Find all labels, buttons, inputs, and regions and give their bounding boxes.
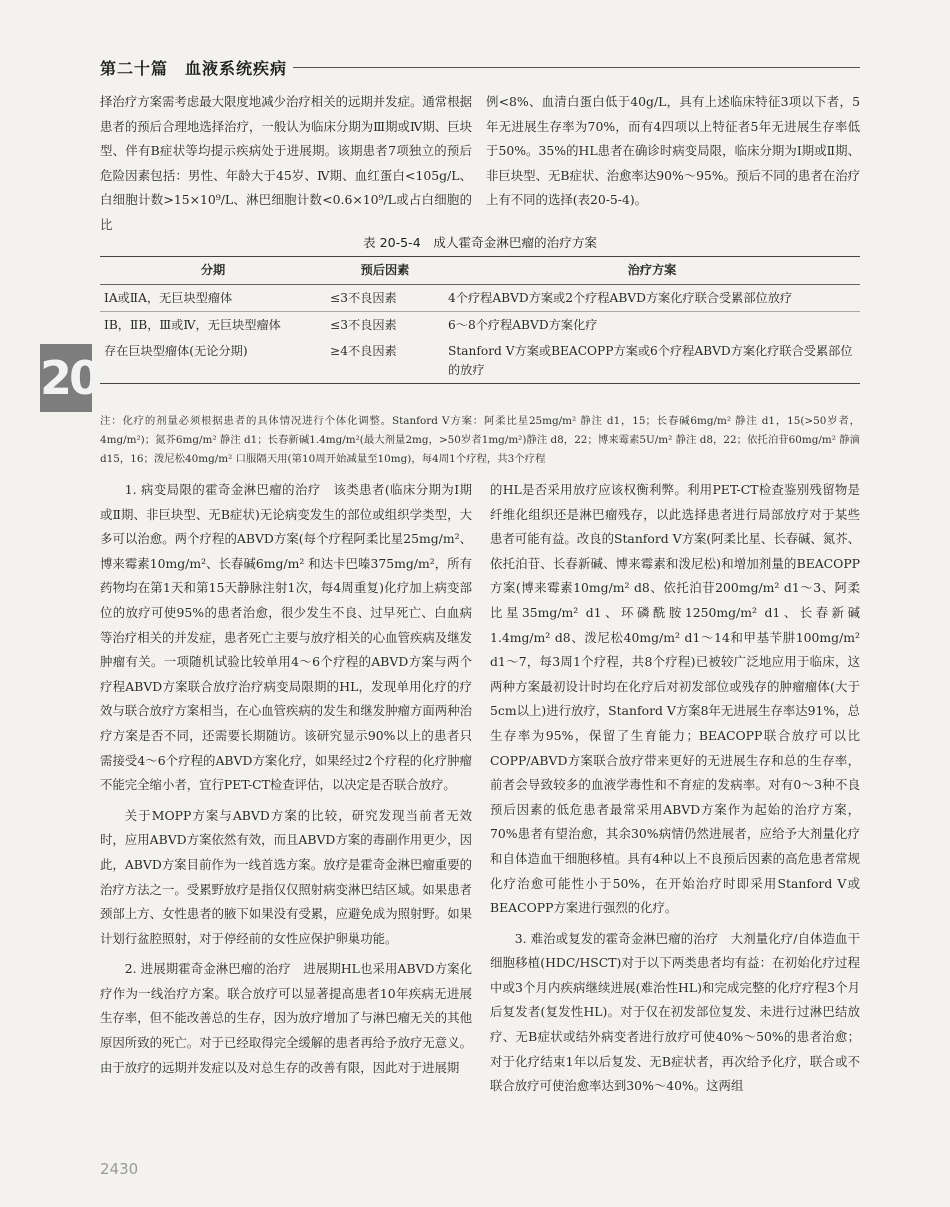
intro-right-paragraph: 例<8%、血清白蛋白低于40g/L，具有上述临床特征3项以下者，5年无进展生存率为70%，而有4四项以上特征者5年无进展生存率低于50%。35%的HL患者在确诊时病变局限，临床分期为Ⅰ期或Ⅱ期、非巨块型、无B症状、治愈率达90%～95%。预后不同的患者在治疗上有不同的选择(表20-5-4)。 <box>486 94 860 208</box>
intro-left-paragraph: 择治疗方案需考虑最大限度地减少治疗相关的远期并发症。通常根据患者的预后合理地选择治疗，一般认为临床分期为Ⅲ期或Ⅳ期、巨块型、伴有B症状等均提示疾病处于进展期。该期患者7项独立的预后危险因素包括：男性、年龄大于45岁、Ⅳ期、血红蛋白<105g/L、白细胞计数>15×10⁹/L、淋巴细胞计数<0.6×10⁹/L或占白细胞的比 <box>100 94 472 232</box>
running-header <box>100 56 860 78</box>
paragraph-refractory-treatment: 3. 难治或复发的霍奇金淋巴瘤的治疗 大剂量化疗/自体造血干细胞移植(HDC/HSCT)对于以下两类患者均有益：在初始化疗过程中或3个月内疾病继续进展(难治性HL)和完成完整的化疗疗程3个月后复发者(复发性HL)。对于仅在初发部位复发、未进行过淋巴结放疗、无B症状或结外病变者进行放疗可使40%～50%的患者治愈；对于化疗结束1年以后复发、无B症状者，再次给予化疗，联合或不联合放疗可使治愈率达到30%～40%。这两组 <box>490 930 860 1094</box>
cell-stage: 存在巨块型瘤体(无论分期) <box>100 338 326 384</box>
intro-right-column <box>486 90 860 213</box>
section-title: 第二十篇 血液系统疾病 <box>100 58 288 78</box>
cell-prognosis: ≥4不良因素 <box>326 338 444 384</box>
table-row <box>100 338 860 384</box>
body-right-column <box>490 478 860 1099</box>
intro-left-column <box>100 90 472 238</box>
cell-stage: ⅠB，ⅡB，Ⅲ或Ⅳ，无巨块型瘤体 <box>100 312 326 339</box>
cell-regimen: 4个疗程ABVD方案或2个疗程ABVD方案化疗联合受累部位放疗 <box>448 291 793 305</box>
cell-regimen: Stanford Ⅴ方案或BEACOPP方案或6个疗程ABVD方案化疗联合受累部位的放疗 <box>444 338 860 384</box>
treatment-table <box>100 256 860 384</box>
table-row <box>100 312 860 339</box>
header-prognosis: 预后因素 <box>326 257 444 285</box>
header-rule <box>293 67 860 68</box>
paragraph-mopp-vs-abvd: 关于MOPP方案与ABVD方案的比较，研究发现当前者无效时，应用ABVD方案依然有效，而且ABVD方案的毒副作用更少，因此，ABVD方案目前作为一线首选方案。放疗是霍奇金淋巴瘤重要的治疗方法之一。受累野放疗是指仅仅照射病变淋巴结区域。如果患者颈部上方、女性患者的腋下如果没有受累，应避免成为照射野。如果计划行盆腔照射，对于停经前的女性应保护卵巢功能。 <box>100 807 472 946</box>
paragraph-localized-treatment: 1. 病变局限的霍奇金淋巴瘤的治疗 该类患者(临床分期为Ⅰ期或Ⅱ期、非巨块型、无B症状)无论病变发生的部位或组织学类型，大多可以治愈。两个疗程的ABVD方案(每个疗程阿柔比星25mg/m²、博来霉素10mg/m²、长春碱6mg/m² 和达卡巴嗪375mg/m²，所有药物均在第1天和第15天静脉注射1次，每4周重复)化疗加上病变部位的放疗可使95%的患者治愈，很少发生不良、过早死亡、白血病等治疗相关的并发症，患者死亡主要与放疗相关的心血管疾病及继发肿瘤有关。一项随机试验比较单用4～6个疗程的ABVD方案与两个疗程ABVD方案联合放疗治疗病变局限期的HL，发现单用化疗的疗效与联合放疗方案相当，在心血管疾病的发生和继发肿瘤方面两种治疗方案是否不同，还需要长期随访。该研究显示90%以上的患者只需接受4～6个疗程的ABVD方案化疗，如果经过2个疗程的化疗肿瘤不能完全缩小者，宜行PET-CT检查评估，以决定是否联合放疗。 <box>100 482 472 793</box>
table-row <box>100 285 860 312</box>
body-left-column <box>100 478 472 1080</box>
paragraph-advanced-continued: 的HL是否采用放疗应该权衡利弊。利用PET-CT检查鉴别残留物是纤维化组织还是淋巴瘤残存，以此选择患者进行局部放疗对于某些患者可能有益。改良的Stanford Ⅴ方案(阿柔比星、长春碱、氮芥、依托泊苷、长春新碱、博来霉素和泼尼松)和增加剂量的BEACOPP方案(博来霉素10mg/m² d8、依托泊苷200mg/m² d1～3、阿柔比星35mg/m² d1、环磷酰胺1250mg/m² d1、长春新碱1.4mg/m² d8、泼尼松40mg/m² d1～14和甲基苄肼100mg/m² d1～7，每3周1个疗程，共8个疗程)已被较广泛地应用于临床，这两种方案最初设计时均在化疗后对初发部位或残存的肿瘤瘤体(大于5cm以上)进行放疗，Stanford Ⅴ方案8年无进展生存率达91%，总生存率为95%，保留了生育能力；BEACOPP联合放疗可以比COPP/ABVD方案联合放疗带来更好的无进展生存和总的生存率，前者会导致较多的血液学毒性和不育症的发病率。对有0～3种不良预后因素的低危患者最常采用ABVD方案作为起始的治疗方案，70%患者有望治愈，其余30%病情仍然进展者，应给予大剂量化疗和自体造血干细胞移植。具有4种以上不良预后因素的高危患者常规化疗治愈可能性小于50%，在开始治疗时即采用Stanford Ⅴ或BEACOPP方案进行强烈的化疗。 <box>490 482 860 916</box>
chapter-tab: 20 <box>40 344 92 412</box>
header-regimen: 治疗方案 <box>444 257 860 285</box>
cell-prognosis: ≤3不良因素 <box>330 291 397 305</box>
table-header-row <box>100 257 860 285</box>
table-note: 注：化疗的剂量必须根据患者的具体情况进行个体化调整。Stanford Ⅴ方案：阿柔比星25mg/m² 静注 d1，15；长春碱6mg/m² 静注 d1，15(>50岁者，4mg/m²)；氮芥6mg/m² 静注 d1；长春新碱1.4mg/m²(最大剂量2mg，>50岁者1mg/m²)静注 d8，22；博来霉素5U/m² 静注 d8，22；依托泊苷60mg/m² 静滴 d15，16；泼尼松40mg/m² 口服隔天用(第10周开始减量至10mg)，每4周1个疗程，共3个疗程 <box>100 415 860 465</box>
cell-stage: ⅠA或ⅡA，无巨块型瘤体 <box>104 291 233 305</box>
table-caption: 表 20-5-4 成人霍奇金淋巴瘤的治疗方案 <box>362 235 598 250</box>
cell-regimen: 6～8个疗程ABVD方案化疗 <box>444 312 860 339</box>
paragraph-advanced-treatment: 2. 进展期霍奇金淋巴瘤的治疗 进展期HL也采用ABVD方案化疗作为一线治疗方案。联合放疗可以显著提高患者10年疾病无进展生存率，但不能改善总的生存，因为放疗增加了与淋巴瘤无关的其他原因所致的死亡。对于已经取得完全缓解的患者再给予放疗无意义。由于放疗的远期并发症以及对总生存的改善有限，因此对于进展期 <box>100 961 472 1075</box>
page-number: 2430 <box>100 1160 139 1178</box>
cell-prognosis: ≤3不良因素 <box>326 312 444 339</box>
header-stage: 分期 <box>100 257 326 285</box>
